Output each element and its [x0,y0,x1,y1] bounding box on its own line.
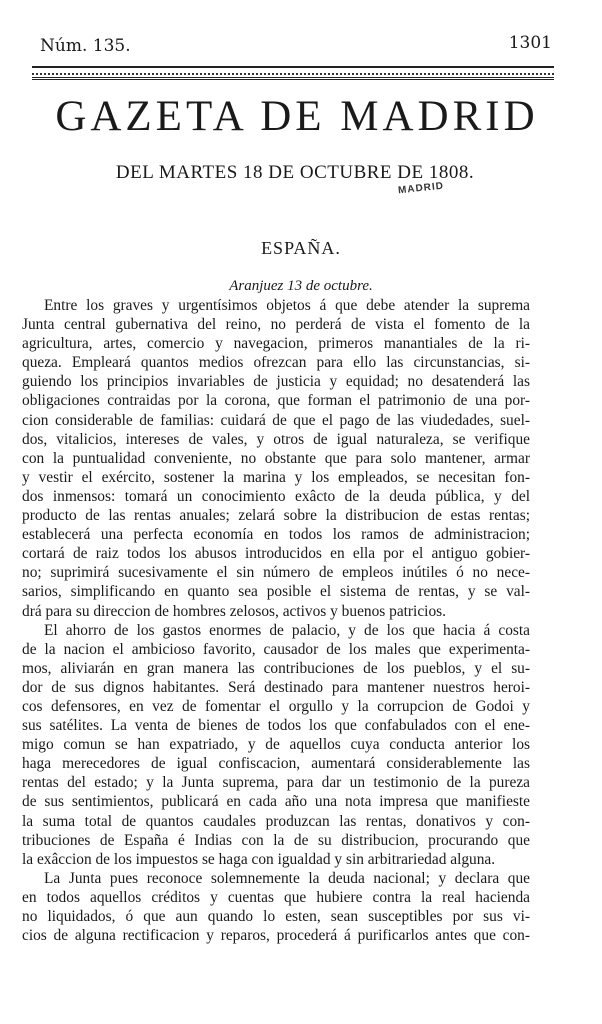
text-line: la suma total de quantos caudales produzcan las rentas, donativos y con- [22,812,530,830]
text-line: con la puntualidad conveniente, no obstante que para solo mantener, armar [22,449,530,467]
text-line: y vestir el exército, sostener la marina y los empleados, se necesitan fon- [22,468,530,486]
text-line: producto de las rentas anuales; zelará sobre la distribucion de estas rentas; [22,507,530,525]
text-line: guiendo los principios invariables de justicia y equidad; no desatenderá las [22,373,530,391]
text-line: de sus sentimientos, publicará en cada año una nota impresa que manifieste [22,793,530,811]
masthead-title: GAZETA DE MADRID [55,93,539,140]
text-line: de la nacion el ambicioso favorito, causador de los males que experimenta- [22,640,530,658]
text-line: obligaciones contraidas por la corona, que forman el patrimonio de una por- [22,392,530,410]
text-line: rentas del estado; y la Junta suprema, para dar un testimonio de la pureza [22,774,530,792]
text-line: dos, vitalicios, intereses de vales, y otros de igual naturaleza, se verifique [22,430,530,448]
top-rule-double [32,77,554,80]
place-date: Aranjuez 13 de octubre. [229,278,373,294]
text-line: haga merecedores de igual confiscacion, aumentará considerablemente las [22,755,530,773]
text-line: migo comun se han expatriado, y de aquellos cuya conducta anterior los [22,736,530,754]
text-line: establecerá una perfecta economía en todos los ramos de administracion; [22,526,530,544]
text-line: sus satélites. La venta de bienes de todos los que confabulados con el ene- [22,717,530,735]
text-line: no; suprimirá sucesivamente el sin número de empleos inútiles ó no nece- [22,564,530,582]
page-number: 1301 [508,33,552,53]
dateline: DEL MARTES 18 DE OCTUBRE DE 1808. [115,162,475,183]
text-line: La Junta pues reconoce solemnemente la deuda nacional; y declara que [44,869,530,887]
text-line: en todos aquellos créditos y cuentas que hubiere contra la real hacienda [22,888,530,906]
top-rule [32,66,554,75]
section-heading: ESPAÑA. [261,238,341,258]
text-line: tribuciones de España é Indias con la de su distribucion, procurando que [22,831,530,849]
issue-number: Núm. 135. [40,36,131,56]
text-line: Entre los graves y urgentísimos objetos á que debe atender la suprema [44,297,530,314]
text-line: cion considerable de familias: cuidará de que el pago de las viudedades, suel- [22,411,530,429]
text-line: dos inmensos: tomará un conocimiento exâcto de la deuda pública, y del [22,487,530,505]
library-stamp: MADRID [397,180,445,197]
text-line: El ahorro de los gastos enormes de palacio, y de los que hacia á costa [44,621,530,639]
text-line: queza. Empleará quantos medios ofrezcan para ello las circunstancias, si- [22,354,530,372]
text-line: no liquidados, ó que aun quando lo esten, sean susceptibles por sus vi- [22,908,530,925]
text-line: drá para su direccion de hombres zelosos, activos y buenos patricios. [22,602,446,620]
text-line: dor de sus dignos habitantes. Será destinado para mantener nuestros heroi- [22,678,530,696]
text-line: la exâccion de los impuestos se haga con igualdad y sin arbitrariedad alguna. [22,850,496,868]
text-line: agricultura, artes, comercio y navegacion, primeros manantiales de la ri- [22,335,530,353]
text-line: sarios, simplificando en quanto sea posible el sistema de rentas, y se val- [22,583,530,601]
text-line: cos defensores, en vez de fomentar el orgullo y la corrupcion de Godoi y [22,697,530,715]
text-line: cortará de raiz todos los abusos introducidos en ella por el antiguo gobier- [22,545,530,563]
article-body [22,296,530,945]
text-line: mos, aliviarán en gran manera las contribuciones de los pueblos, y el su- [22,659,530,677]
text-line: cios de alguna rectificacion y reparos, procederá á purificarlos antes que con- [22,927,530,945]
text-line: Junta central gubernativa del reino, no perderá de vista el fomento de la [22,316,530,334]
